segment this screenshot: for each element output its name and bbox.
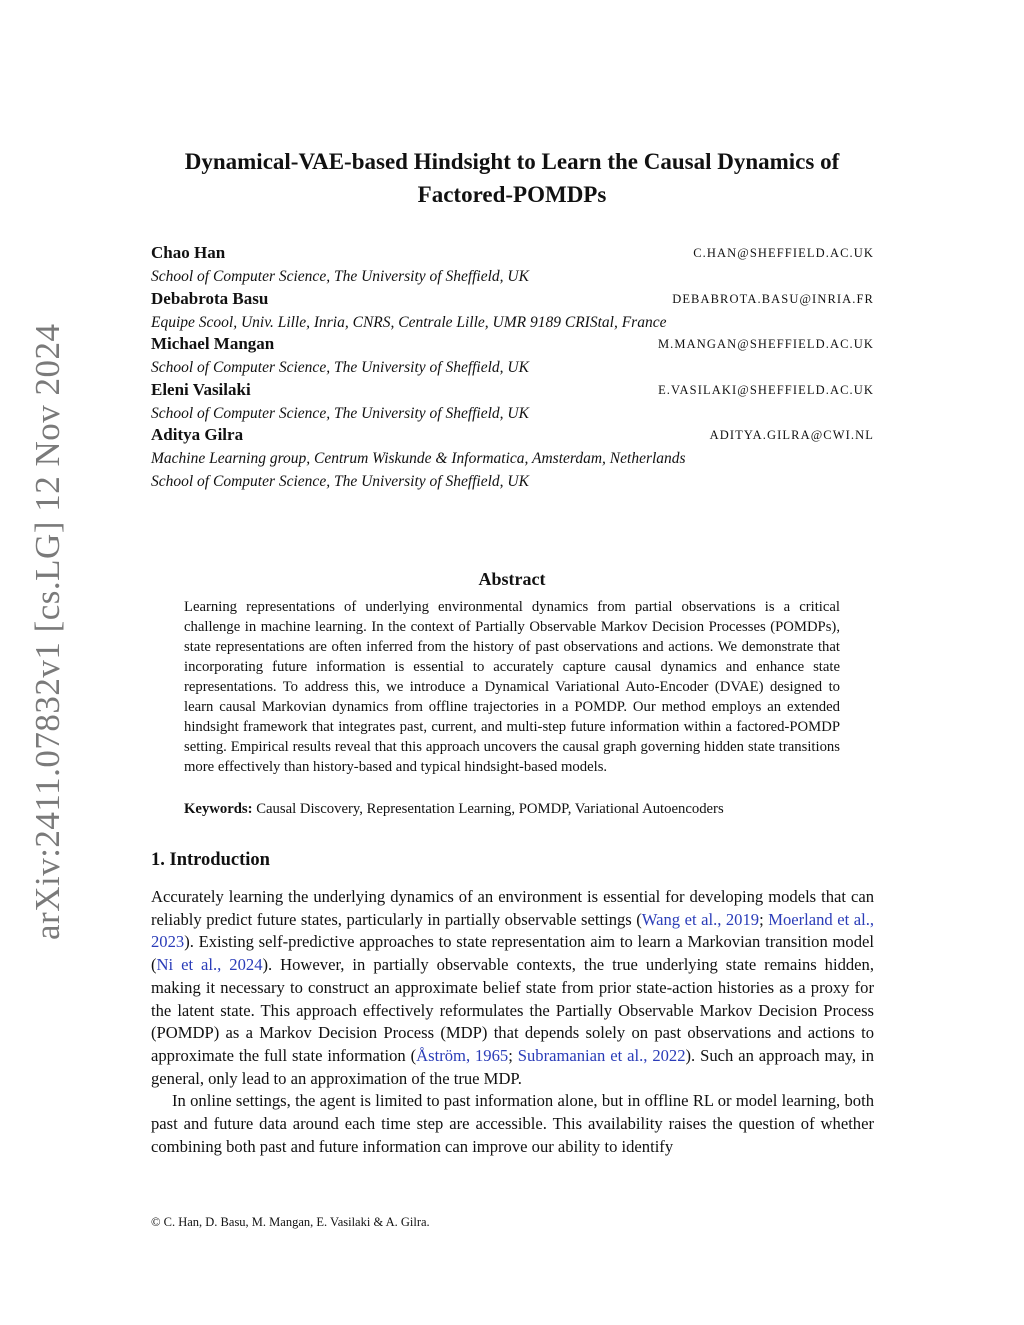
- author-email[interactable]: E.VASILAKI@SHEFFIELD.AC.UK: [658, 382, 874, 397]
- paragraph-text: ). Existing self-predictive approaches to state representation aim to learn a Markovian transition model (: [151, 932, 874, 975]
- author-block: [151, 243, 874, 493]
- author-email[interactable]: M.MANGAN@SHEFFIELD.AC.UK: [657, 337, 874, 351]
- paper-title: [150, 145, 874, 211]
- paragraph-text: ;: [508, 1045, 518, 1065]
- author-affiliation: School of Computer Science, The University of Sheffield, UK: [151, 404, 529, 422]
- citation-link[interactable]: Moerland et al., 2023: [151, 909, 874, 952]
- author-email[interactable]: ADITYA.GILRA@CWI.NL: [709, 428, 874, 442]
- author-affiliation: Equipe Scool, Univ. Lille, Inria, CNRS, Centrale Lille, UMR 9189 CRIStal, France: [151, 313, 667, 331]
- citation-link[interactable]: Åström, 1965: [416, 1045, 509, 1065]
- paragraph-text: ). However, in partially observable contexts, the true underlying state remains hidden, making it necessary to construct an approximate belief state from prior state-action histories as a proxy for the latent state. This approach effectively reformulates the Partially Observable Markov Decision Process (POMDP) as a Markov Decision Process (MDP) that depends solely on past observations and actions to approximate the full state information (: [151, 955, 874, 1065]
- author-email[interactable]: C.HAN@SHEFFIELD.AC.UK: [693, 246, 874, 260]
- citation-link[interactable]: Subramanian et al., 2022: [517, 1045, 686, 1065]
- paragraph: [151, 886, 874, 1090]
- abstract-body: [184, 597, 840, 777]
- paragraph-text: ). Such an approach may, in general, only lead to an approximation of the true MDP.: [151, 1045, 875, 1088]
- author-email[interactable]: DEBABROTA.BASU@INRIA.FR: [672, 291, 874, 306]
- copyright-footer: © C. Han, D. Basu, M. Mangan, E. Vasilaki & A. Gilra.: [151, 1215, 430, 1229]
- introduction-body: [151, 886, 874, 1158]
- paragraph-text: Accurately learning the underlying dynamics of an environment is essential for developing models that can reliably predict future states, particularly in partially observable settings (: [151, 887, 874, 929]
- abstract-heading: Abstract: [478, 569, 546, 589]
- author-affiliation: School of Computer Science, The University of Sheffield, UK: [151, 359, 529, 376]
- author-row: [151, 425, 874, 448]
- author-name: Chao Han: [151, 243, 226, 262]
- author-name: Eleni Vasilaki: [151, 379, 251, 399]
- arxiv-stamp: arXiv:2411.07832v1 [cs.LG] 12 Nov 2024: [28, 323, 67, 940]
- author-row: [151, 289, 874, 312]
- title-line-1: Dynamical-VAE-based Hindsight to Learn the Causal Dynamics of: [184, 149, 840, 174]
- abstract-text: Learning representations of underlying environmental dynamics from partial observations is a critical challenge in machine learning. In the context of Partially Observable Markov Decision Processes (POMDPs), state representations are often inferred from the history of past observations and actions. We demonstrate that incorporating future information is essential to accurately capture causal dynamics and enhance state representations. To address this, we introduce a Dynamical Variational Auto-Encoder (DVAE) designed to learn causal Markovian dynamics from offline trajectories in a POMDP. Our method employs an extended hindsight framework that integrates past, current, and multi-step future information within a factored-POMDP setting. Empirical results reveal that this approach uncovers the causal graph governing hidden state transitions more effectively than history-based and typical hindsight-based models.: [184, 599, 840, 775]
- author-affiliation: School of Computer Science, The University of Sheffield, UK: [151, 268, 529, 285]
- title-line-2: Factored-POMDPs: [417, 182, 607, 207]
- author-name: Aditya Gilra: [151, 425, 244, 444]
- author-row: [151, 380, 874, 403]
- citation-link[interactable]: Wang et al., 2019: [641, 909, 760, 929]
- keywords: [184, 799, 840, 819]
- keywords-list: Causal Discovery, Representation Learning, POMDP, Variational Autoencoders: [256, 801, 724, 817]
- author-name: Debabrota Basu: [151, 288, 269, 308]
- keywords-label: Keywords:: [184, 801, 253, 817]
- paragraph: In online settings, the agent is limited to past information alone, but in offline RL or model learning, both past and future data around each time step are accessible. This availability raises the question of whether combining both past and future information can improve our ability to identify: [151, 1091, 874, 1156]
- author-row: [151, 243, 874, 266]
- paragraph-text: ;: [759, 909, 769, 929]
- author-affiliation: School of Computer Science, The University of Sheffield, UK: [151, 472, 529, 490]
- author-row: [151, 334, 874, 357]
- section-heading-introduction: 1. Introduction: [151, 850, 270, 870]
- author-name: Michael Mangan: [151, 334, 275, 353]
- author-affiliation: Machine Learning group, Centrum Wiskunde & Informatica, Amsterdam, Netherlands: [151, 450, 686, 467]
- citation-link[interactable]: Ni et al., 2024: [156, 955, 263, 975]
